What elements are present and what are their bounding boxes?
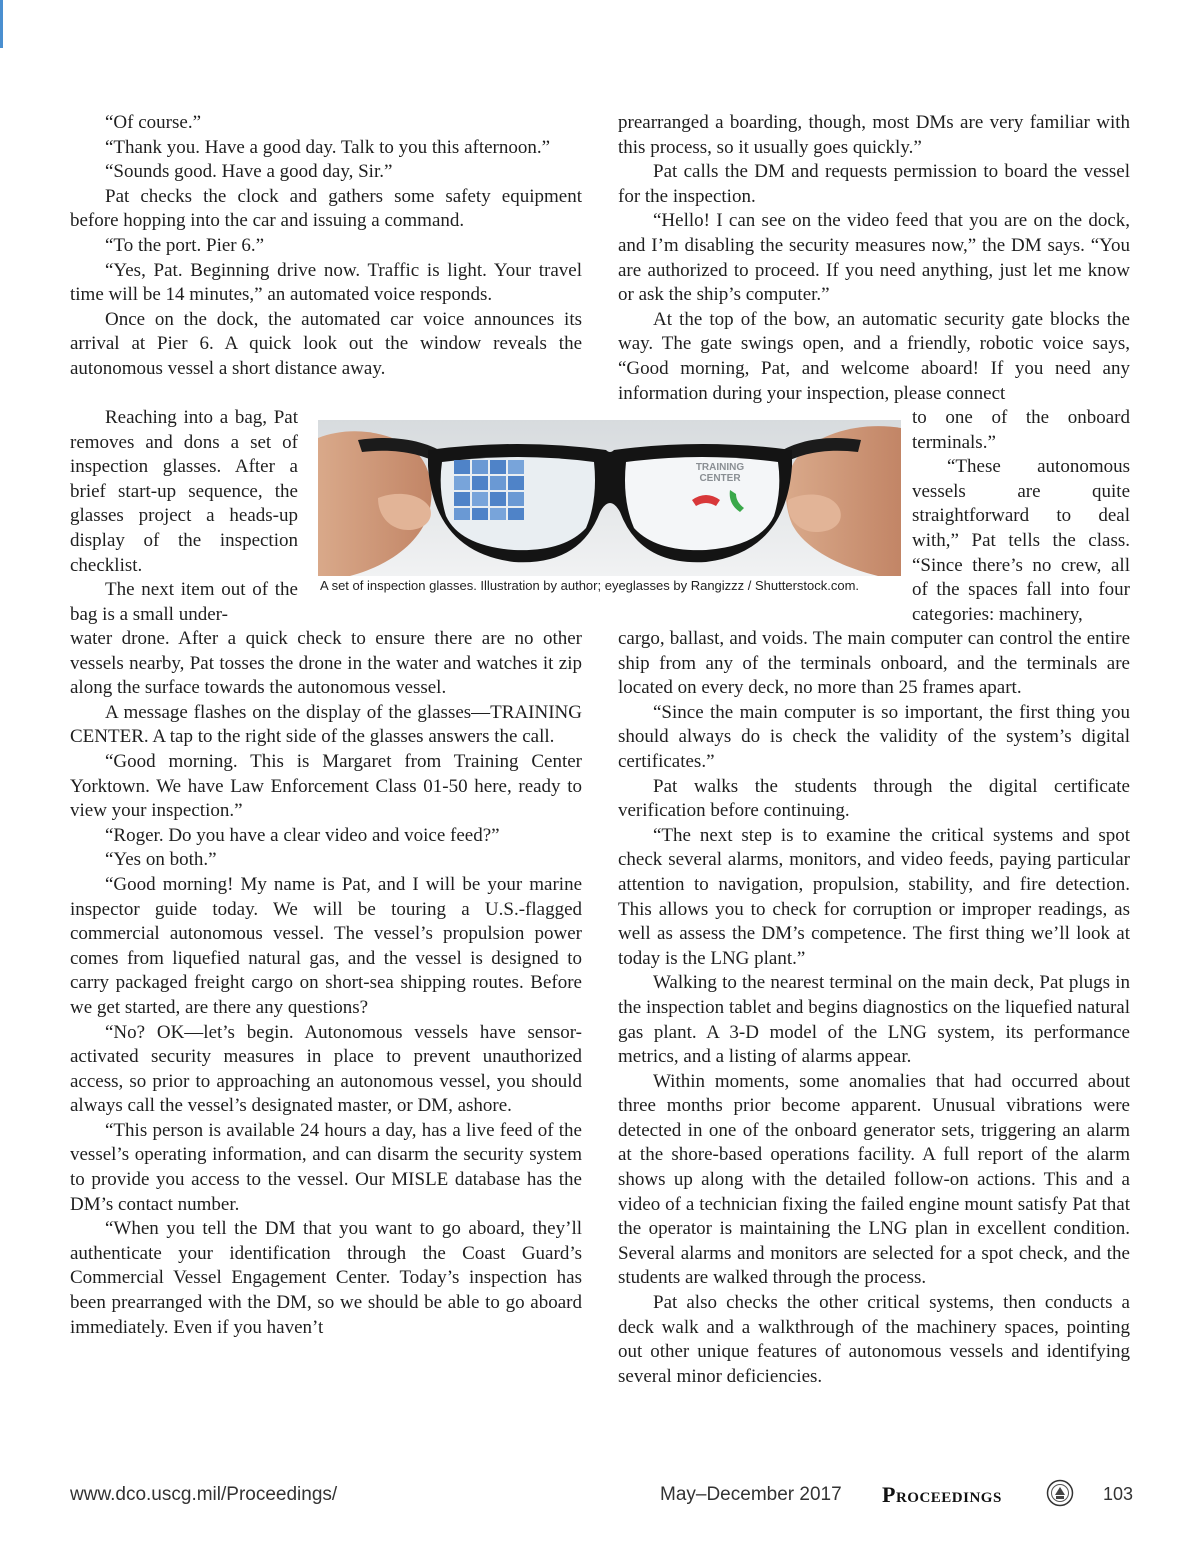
hud-tile (490, 460, 506, 474)
figure-caption: A set of inspection glasses. Illustration by author; eyeglasses by Rangizzz / Shutterstock.com. (320, 578, 860, 593)
hud-tile (454, 476, 470, 490)
coast-guard-seal-icon (1046, 1479, 1074, 1512)
paragraph: Pat checks the clock and gathers some safety equipment before hopping into the car and issuing a command. (70, 185, 582, 232)
paragraph: water drone. After a quick check to ensure there are no other vessels nearby, Pat tosses the drone in the water and watches it zip along the surface towards the autonomous vessel. (70, 628, 582, 699)
hud-tile (472, 508, 488, 520)
hud-tile (454, 508, 470, 520)
paragraph: “This person is available 24 hours a day, has a live feed of the vessel’s operating information, and can disarm the security system to provide you access to the vessel. Our MISLE database has the DM’s contact number. (70, 1119, 582, 1215)
paragraph: “Good morning. This is Margaret from Training Center Yorktown. We have Law Enforcement Class 01-50 here, ready to view your inspection.” (70, 750, 582, 822)
paragraph: to one of the onboard terminals.” (912, 407, 1130, 453)
hud-tile (508, 460, 524, 474)
hud-tile (472, 476, 488, 490)
edge-mark (0, 0, 3, 48)
hud-tile (472, 492, 488, 506)
paragraph: A message flashes on the display of the glasses—TRAINING CENTER. A tap to the right side of the glasses answers the call. (70, 701, 582, 748)
left-column-bottom (70, 627, 582, 1340)
paragraph: Pat also checks the other critical systems, then conducts a deck walk and a walkthrough of the machinery spaces, pointing out other unique features of autonomous vessels and identifying several minor deficiencies. (618, 1292, 1130, 1387)
paragraph: “Yes, Pat. Beginning drive now. Traffic is light. Your travel time will be 14 minutes,” an automated voice responds. (70, 259, 582, 306)
paragraph: Once on the dock, the automated car voice announces its arrival at Pier 6. A quick look out the window reveals the autonomous vessel a short distance away. (70, 308, 582, 379)
hud-title-line1: TRAINING (695, 462, 745, 473)
footer-publication: Proceedings (882, 1482, 1002, 1507)
paragraph: Pat walks the students through the digital certificate verification before continuing. (618, 775, 1130, 822)
left-column-top (70, 111, 582, 382)
paragraph: “Good morning! My name is Pat, and I will be your marine inspector guide today. We will be touring a U.S.-flagged commercial autonomous vessel. The vessel’s propulsion power comes from liquefied natural gas, and the vessel is designed to carry packaged freight cargo on short-sea shipping routes. Before we get started, are there any questions? (70, 873, 582, 1018)
paragraph: “No? OK—let’s begin. Autonomous vessels have sensor-activated security measures in place to prevent unauthorized access, so prior to approaching an autonomous vessel, you should always call the vessel’s designated master, or DM, ashore. (70, 1021, 582, 1117)
left-column-wrap (70, 406, 298, 627)
paragraph: “The next step is to examine the critical systems and spot check several alarms, monitors, and video feeds, paying particular attention to navigation, propulsion, stability, and fire detection. This allows you to check for corruption or improper readings, as well as assess the DM’s competence. The first thing we’ll look at today is the LNG plant.” (618, 824, 1130, 969)
hud-tile (490, 492, 506, 506)
paragraph: Walking to the nearest terminal on the main deck, Pat plugs in the inspection tablet and begins diagnostics on the liquefied natural gas plant. A 3-D model of the LNG system, its performance metrics, and a listing of alarms appear. (618, 972, 1130, 1068)
paragraph: Within moments, some anomalies that had occurred about three months prior become apparent. Unusual vibrations were detected in one of the onboard generator sets, triggering an alarm at the shore-based operations facility. A full report of the alarm shows up along with the detailed follow-on actions. This and a video of a technician fixing the failed engine mount satisfy Pat that the operator is maintaining the LNG plan in excellent condition. Several alarms and monitors are selected for a spot check, and the students are walked through the process. (618, 1070, 1130, 1289)
hud-tile (490, 476, 506, 490)
paragraph: Pat calls the DM and requests permission to board the vessel for the inspection. (618, 161, 1130, 207)
hud-tile (508, 492, 524, 506)
paragraph: “Yes on both.” (105, 849, 217, 871)
paragraph: “To the port. Pier 6.” (105, 234, 265, 256)
paragraph: “Roger. Do you have a clear video and voice feed?” (105, 824, 500, 846)
hud-tile (508, 476, 524, 490)
paragraph: The next item out of the bag is a small under- (70, 579, 298, 625)
paragraph: “When you tell the DM that you want to go aboard, they’ll authenticate your identification through the Coast Guard’s Commercial Vessel Engagement Center. Today’s inspection has been prearranged with the DM, so we should be able to go aboard immediately. Even if you haven’t (70, 1218, 582, 1338)
footer-url[interactable]: www.dco.uscg.mil/Proceedings/ (70, 1484, 338, 1505)
paragraph: “Sounds good. Have a good day, Sir.” (105, 161, 393, 183)
paragraph: “Hello! I can see on the video feed that you are on the dock, and I’m disabling the security measures now,” the DM says. “You are authorized to proceed. If you need anything, just let me know or ask the ship’s computer.” (618, 210, 1130, 306)
hud-tile (508, 508, 524, 520)
right-column-top (618, 111, 1130, 406)
paragraph: “Of course.” (105, 112, 202, 133)
hud-tile (490, 508, 506, 520)
paragraph: prearranged a boarding, though, most DMs are very familiar with this process, so it usually goes quickly.” (618, 112, 1130, 158)
right-column-wrap (912, 406, 1130, 627)
footer-date: May–December 2017 (660, 1484, 842, 1505)
page-number: 103 (1103, 1484, 1134, 1504)
hud-title-line2: CENTER (699, 473, 741, 484)
paragraph: “Thank you. Have a good day. Talk to you this afternoon.” (105, 136, 551, 158)
hud-tile (454, 492, 470, 506)
paragraph: “These autonomous vessels are quite straightforward to deal with,” Pat tells the class. “Since there’s no crew, all of the spaces fall into four categories: machinery, (912, 456, 1130, 625)
paragraph: cargo, ballast, and voids. The main computer can control the entire ship from any of the terminals onboard, and the terminals are located on every deck, no more than 25 frames apart. (618, 628, 1130, 699)
paragraph: Reaching into a bag, Pat removes and dons a set of inspection glasses. After a brief start-up sequence, the glasses project a heads-up display of the inspection checklist. (70, 407, 298, 576)
hud-tile (472, 460, 488, 474)
paragraph: At the top of the bow, an automatic security gate blocks the way. The gate swings open, and a friendly, robotic voice says, “Good morning, Pat, and welcome aboard! If you need any information during your inspection, please connect (618, 308, 1130, 404)
right-column-bottom (618, 627, 1130, 1389)
glasses-illustration (318, 420, 901, 576)
paragraph: “Since the main computer is so important, the first thing you should always do is check the validity of the system’s digital certificates.” (618, 701, 1130, 772)
inspection-glasses-figure (318, 420, 901, 576)
hud-tile (454, 460, 470, 474)
